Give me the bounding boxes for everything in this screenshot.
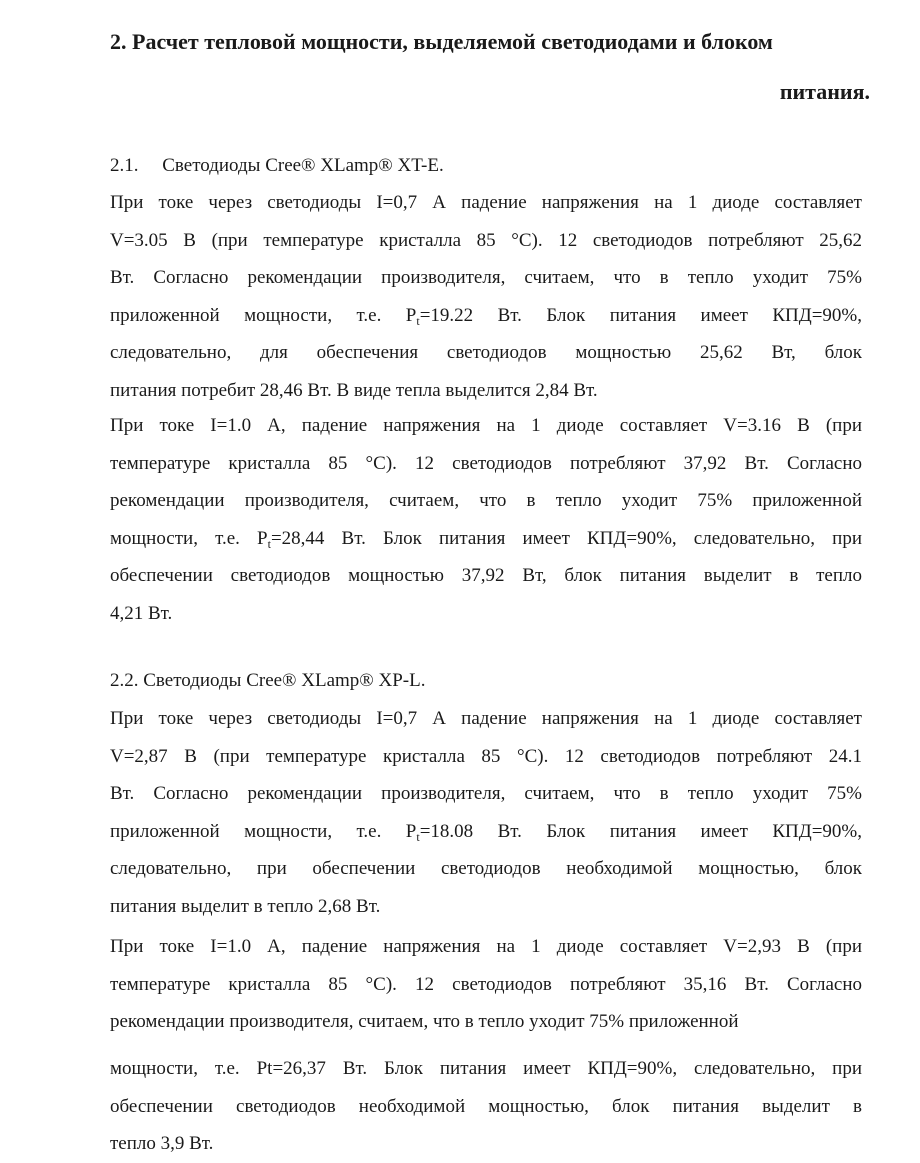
text-fragment: приложенной мощности, т.е. P xyxy=(110,820,417,842)
text-line: При токе I=1.0 А, падение напряжения на 1 диоде составляет V=2,93 В (при xyxy=(110,936,862,957)
paragraph-2-1-a xyxy=(110,184,862,410)
text-line: тепло 3,9 Вт. xyxy=(110,1133,214,1155)
title-line-1: 2. Расчет тепловой мощности, выделяемой светодиодами и блоком xyxy=(110,29,773,54)
text-fragment: =19.22 Вт. Блок питания имеет КПД=90%, xyxy=(419,304,863,326)
paragraph-2-2-a xyxy=(110,700,862,926)
text-line xyxy=(110,813,862,851)
text-line: Вт. Согласно рекомендации производителя, считаем, что в тепло уходит 75% xyxy=(110,267,862,289)
text-line: мощности, т.е. Pt=26,37 Вт. Блок питания имеет КПД=90%, следовательно, при xyxy=(110,1058,862,1079)
subsection-heading-2-2 xyxy=(110,662,862,700)
text-fragment: приложенной мощности, т.е. P xyxy=(110,304,417,326)
paragraph-2-2-b xyxy=(110,928,862,1041)
text-line: рекомендации производителя, считаем, что в тепло уходит 75% приложенной xyxy=(110,490,862,512)
subsection-heading-text: 2.1. Светодиоды Cree® XLamp® XT-E. xyxy=(110,155,444,176)
text-line: температуре кристалла 85 °С). 12 светодиодов потребляют 35,16 Вт. Согласно xyxy=(110,973,862,995)
text-fragment: =28,44 Вт. Блок питания имеет КПД=90%, следовательно, при xyxy=(270,527,862,549)
subscript: t xyxy=(416,829,420,844)
section-title xyxy=(110,17,870,117)
text-line: При токе через светодиоды I=0,7 А падение напряжения на 1 диоде составляет xyxy=(110,192,862,213)
text-line: обеспечении светодиодов необходимой мощностью, блок питания выделит в xyxy=(110,1095,862,1117)
text-line: следовательно, при обеспечении светодиодов необходимой мощностью, блок xyxy=(110,858,862,880)
subscript: t xyxy=(267,536,271,551)
text-line xyxy=(110,297,862,335)
subsection-heading-2-1 xyxy=(110,147,862,185)
text-fragment: =18.08 Вт. Блок питания имеет КПД=90%, xyxy=(419,820,863,842)
text-line: 4,21 Вт. xyxy=(110,602,173,624)
text-line: При токе I=1.0 А, падение напряжения на 1 диоде составляет V=3.16 В (при xyxy=(110,415,862,436)
text-line: V=3.05 В (при температуре кристалла 85 °С). 12 светодиодов потребляют 25,62 xyxy=(110,229,862,251)
paragraph-2-1-b xyxy=(110,407,862,633)
subsection-heading-text: 2.2. Светодиоды Cree® XLamp® XP-L. xyxy=(110,670,426,691)
text-line: питания выделит в тепло 2,68 Вт. xyxy=(110,895,381,917)
text-line: V=2,87 В (при температуре кристалла 85 °С). 12 светодиодов потребляют 24.1 xyxy=(110,745,862,767)
text-line: температуре кристалла 85 °С). 12 светодиодов потребляют 37,92 Вт. Согласно xyxy=(110,452,862,474)
text-fragment: мощности, т.е. P xyxy=(110,527,268,549)
text-line: обеспечении светодиодов мощностью 37,92 Вт, блок питания выделит в тепло xyxy=(110,565,862,587)
text-line: рекомендации производителя, считаем, что в тепло уходит 75% приложенной xyxy=(110,1011,739,1033)
text-line: питания потребит 28,46 Вт. В виде тепла выделится 2,84 Вт. xyxy=(110,379,598,401)
text-line: При токе через светодиоды I=0,7 А падение напряжения на 1 диоде составляет xyxy=(110,708,862,729)
text-line xyxy=(110,520,862,558)
text-line: Вт. Согласно рекомендации производителя, считаем, что в тепло уходит 75% xyxy=(110,783,862,805)
subscript: t xyxy=(416,313,420,328)
paragraph-2-2-c xyxy=(110,1050,862,1163)
title-line-2: питания. xyxy=(779,79,870,104)
text-line: следовательно, для обеспечения светодиодов мощностью 25,62 Вт, блок xyxy=(110,342,862,364)
